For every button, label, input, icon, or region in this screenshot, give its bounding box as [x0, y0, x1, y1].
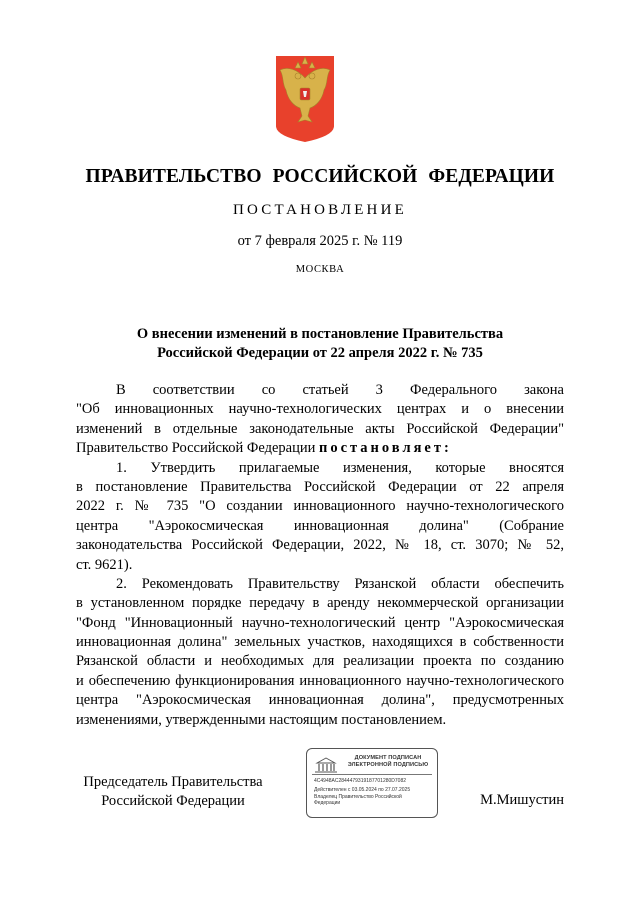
stamp-heading	[341, 755, 435, 769]
government-title: ПРАВИТЕЛЬСТВО РОССИЙСКОЙ ФЕДЕРАЦИИ	[85, 166, 555, 187]
item1-line: законодательства Российской Федерации, 2022, № 18, ст. 3070; № 52,	[76, 537, 564, 554]
subject-line: О внесении изменений в постановление Правительства	[136, 326, 504, 342]
stamp-validity: Действителен с 03.05.2024 по 27.07.2025	[314, 787, 411, 793]
stamp-owner: Федерации	[314, 800, 341, 806]
preamble-line: изменений в отдельные законодательные акты Российской Федерации"	[76, 420, 564, 437]
stamp-heading-line: ЭЛЕКТРОННОЙ ПОДПИСЬЮ	[347, 762, 429, 768]
subject-line: Российской Федерации от 22 апреля 2022 г. № 735	[157, 345, 483, 361]
electronic-signature-stamp	[306, 748, 438, 818]
item2-line: "Фонд "Инновационный научно-технологический центр "Аэрокосмическая	[76, 614, 564, 631]
item1-line: 1. Утвердить прилагаемые изменения, которые вносятся	[116, 459, 564, 476]
item2-line: центра "Аэрокосмическая инновационная долина", предусмотренных	[76, 692, 564, 709]
item1-line: 2022 г. № 735 "О создании инновационного научно-технологического	[76, 498, 564, 515]
resolves-word: постановляет:	[318, 440, 452, 457]
preamble-text: Правительство Российской Федерации	[76, 440, 319, 457]
item2-line: изменениями, утвержденными настоящим постановлением.	[76, 711, 447, 728]
item2-line: инновационная долина" земельных участков, находящихся в собственности	[76, 634, 564, 651]
document-city: МОСКВА	[295, 264, 345, 275]
item2-line: и обеспечению функционирования инновационного научно-технологического	[76, 672, 564, 689]
stamp-building-icon	[313, 756, 339, 774]
signer-title	[78, 773, 268, 811]
document-body	[76, 381, 564, 730]
signer-name: М.Мишустин	[480, 792, 564, 808]
document-type: ПОСТАНОВЛЕНИЕ	[233, 202, 407, 218]
item2-line: в установленном порядке передачу в аренду некоммерческой организации	[76, 595, 564, 612]
stamp-owner: Владелец Правительство Российской	[314, 794, 402, 800]
stamp-divider	[312, 774, 432, 775]
stamp-heading-line: ДОКУМЕНТ ПОДПИСАН	[354, 755, 422, 761]
preamble-line: "Об инновационных научно-технологических центрах и о внесении	[76, 401, 564, 418]
signer-title-line: Председатель Правительства	[83, 774, 263, 790]
stamp-serial: 4C4948AC2844479319187701280D7082	[314, 778, 407, 784]
item2-line: Рязанской области и необходимых для реализации проекта по созданию	[76, 653, 564, 670]
preamble-line: В соответствии со статьей 3 Федерального закона	[116, 382, 564, 398]
item1-line: центра "Аэрокосмическая инновационная долина" (Собрание	[76, 517, 564, 534]
coat-of-arms-icon	[276, 56, 334, 142]
document-date-number: от 7 февраля 2025 г. № 119	[237, 233, 403, 249]
document-subject	[0, 325, 640, 363]
item2-line: 2. Рекомендовать Правительству Рязанской области обеспечить	[116, 575, 564, 592]
item1-line: в постановление Правительства Российской Федерации от 22 апреля	[76, 478, 564, 495]
preamble-line	[76, 439, 564, 458]
signer-title-line: Российской Федерации	[101, 793, 245, 809]
item1-line: ст. 9621).	[76, 556, 133, 573]
